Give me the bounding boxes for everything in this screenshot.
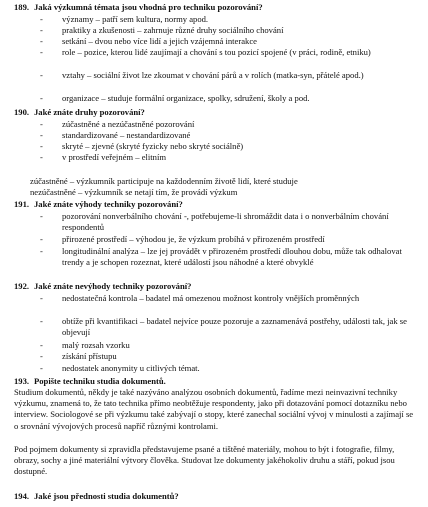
question-heading: [14, 199, 183, 210]
paragraph: Studium dokumentů, někdy je také nazýváno analýzou osobních dokumentů, řadíme mezi neinvazivní techniky výzkumu, znamená to, že tato technika přímo neobtěžuje respondenty, jako při dotazování pomocí dotazníku nebo interview. Sociologové se při výzkumu také zabývají o stopy, které zanechal sociální vývoj v minulosti a zajímají se o srovnání vývojových procesů napříč různými kontrolami.: [14, 387, 414, 431]
question-title: Popište techniku studia dokumentů.: [34, 376, 166, 386]
question-title: Jaké jsou přednosti studia dokumentů?: [34, 491, 179, 501]
list-item: - v prostředí veřejném – elitním: [40, 152, 167, 162]
list-item: - organizace – studuje formální organizace, spolky, sdružení, školy a pod.: [40, 93, 310, 103]
question-heading: [14, 491, 179, 502]
question-title: Jaké znáte nevýhody techniky pozorování?: [34, 281, 192, 291]
question-title: Jaké znáte druhy pozorování?: [34, 107, 145, 117]
list-item: - obtíže při kvantifikaci – badatel nejvíce pouze pozoruje a zaznamenává postřehy, události tak, jak se objevují: [40, 316, 407, 338]
list-item: - praktiky a zkušenosti – zahrnuje různé druhy sociálního chování: [40, 25, 284, 35]
question-heading: [14, 2, 263, 13]
question-number: 192.: [14, 281, 30, 291]
list-item: - nedostatek anonymity u citlivých témat.: [40, 363, 200, 373]
list-item: - standardizované – nestandardizované: [40, 130, 191, 140]
question-number: 190.: [14, 107, 30, 117]
paragraph: Pod pojmem dokumenty si zpravidla představujeme psané a tištěné materiály, mohou to být i fotografie, filmy, obrazy, sochy a jiné materiální výtvory člověka. Studovat lze dokumenty jakéhokoliv druhu a stáří, pokud jsou dostupné.: [14, 444, 395, 477]
list-item: - významy – patří sem kultura, normy apod.: [40, 14, 209, 24]
list-item: - skryté – zjevné (skryté fyzicky nebo skryté sociálně): [40, 141, 244, 151]
list-item: - role – pozice, kterou lidé zaujímají a chování s tou pozicí spojené (v práci, rodině, etniku): [40, 47, 371, 57]
question-number: 189.: [14, 2, 30, 12]
question-title: Jaká výzkumná témata jsou vhodná pro techniku pozorování?: [34, 2, 263, 12]
question-number: 191.: [14, 199, 30, 209]
note-line: zúčastněné – výzkumník participuje na každodenním životě lidí, které studuje: [30, 176, 298, 186]
list-item: - získání přístupu: [40, 351, 117, 361]
list-item: - malý rozsah vzorku: [40, 340, 130, 350]
note-line: nezúčastněné – výzkumník se netají tím, že provádí výzkum: [30, 187, 238, 197]
list-item: - zúčastněné a nezúčastněné pozorování: [40, 119, 195, 129]
question-number: 194.: [14, 491, 30, 501]
question-title: Jaké znáte výhody techniky pozorování?: [34, 199, 183, 209]
question-number: 193.: [14, 376, 30, 386]
list-item: - nedostatečná kontrola – badatel má omezenou možnost kontroly vnějších proměnných: [40, 293, 360, 303]
list-item: - přirozené prostředí – výhodou je, že výzkum probíhá v přirozeném prostředí: [40, 234, 325, 244]
list-item: - pozorování nonverbálního chování -, potřebujeme-li shromáždit data i o nonverbálním chování respondentů: [40, 211, 389, 233]
question-heading: [14, 376, 166, 387]
list-item: - vztahy – sociální život lze zkoumat v chování párů a v rolích (matka-syn, přátelé apod.): [40, 70, 364, 80]
question-heading: [14, 107, 145, 118]
list-item: - longitudinální analýza – lze jej provádět v přirozeném prostředí dlouhou dobu, může tak odhalovat trendy a je schopen rozeznat, které událostí jsou náhodné a které obvyklé: [40, 246, 402, 268]
question-heading: [14, 281, 191, 292]
list-item: - setkání – dvou nebo více lidí a jejich vzájemná interakce: [40, 36, 257, 46]
